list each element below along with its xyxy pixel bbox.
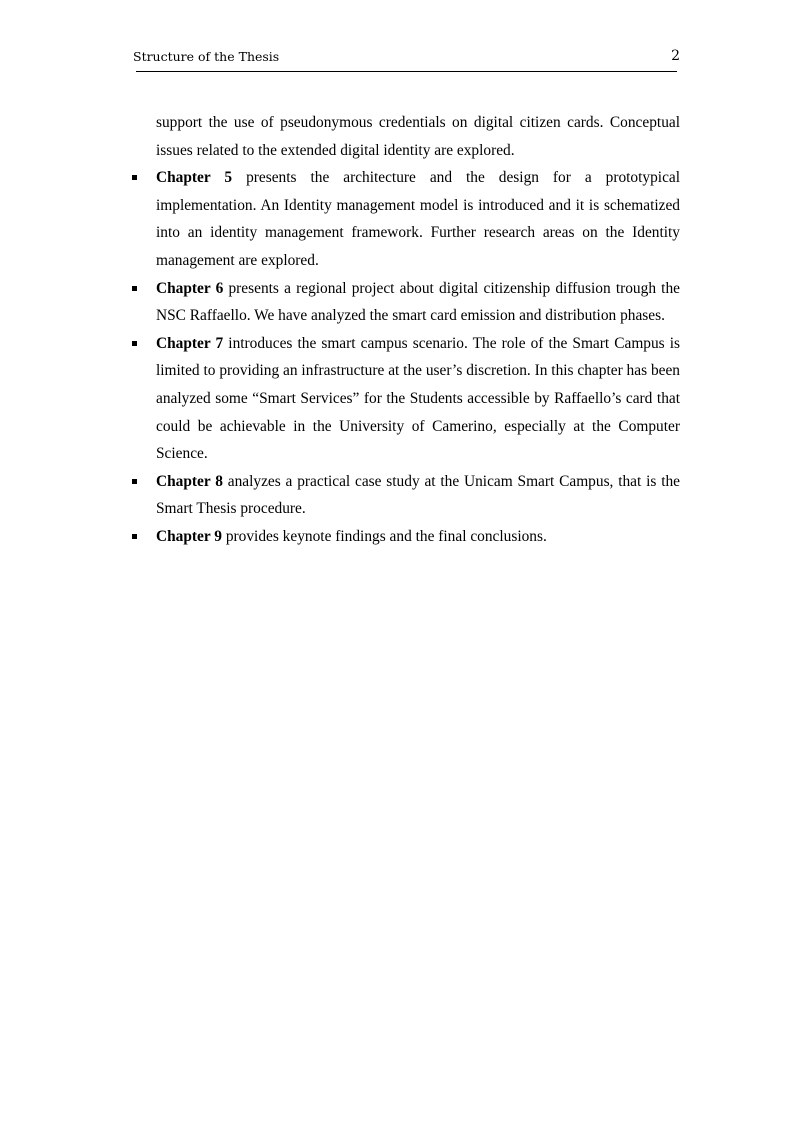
chapter-label: Chapter 8: [156, 472, 223, 490]
list-item-chapter-8: [156, 468, 680, 523]
square-bullet-icon: [132, 286, 137, 291]
chapter-label: Chapter 5: [156, 169, 233, 187]
chapter-description: analyzes a practical case study at the Unicam Smart Campus, that is the Smart Thesis procedure.: [156, 472, 680, 518]
header-rule: [136, 71, 677, 72]
running-header-title: Structure of the Thesis: [133, 49, 280, 64]
chapter-description: provides keynote findings and the final conclusions.: [221, 527, 547, 545]
page-number: 2: [671, 48, 680, 64]
chapter-description: introduces the smart campus scenario. The role of the Smart Campus is limited to providing an infrastructure at the user’s discretion. In this chapter has been analyzed some “Smart Services” for the Students accessible by Raffaello’s card that could be achievable in the University of Camerino, especially at the Computer Science.: [156, 334, 681, 463]
list-item-chapter-6: [156, 275, 680, 330]
list-item-chapter-7: [156, 330, 680, 468]
chapter-label: Chapter 6: [156, 279, 224, 297]
square-bullet-icon: [132, 534, 137, 539]
chapter-label: Chapter 7: [156, 334, 224, 352]
square-bullet-icon: [132, 479, 137, 484]
square-bullet-icon: [132, 175, 137, 180]
chapter-label: Chapter 9: [156, 527, 222, 545]
continued-paragraph: support the use of pseudonymous credentials on digital citizen cards. Conceptual issues related to the extended digital identity are explored.: [156, 114, 680, 159]
list-item-chapter-5: [156, 164, 680, 274]
square-bullet-icon: [132, 341, 137, 346]
chapter-description: presents the architecture and the design for a prototypical implementation. An Identity management model is introduced and it is schematized into an identity management framework. Further research areas on the Identity management are explored.: [156, 169, 681, 269]
list-item-chapter-9: [156, 523, 680, 551]
chapter-description: presents a regional project about digital citizenship diffusion trough the NSC Raffaello. We have analyzed the smart card emission and distribution phases.: [156, 279, 680, 325]
page-header: [133, 48, 680, 66]
body-text: [156, 109, 680, 551]
